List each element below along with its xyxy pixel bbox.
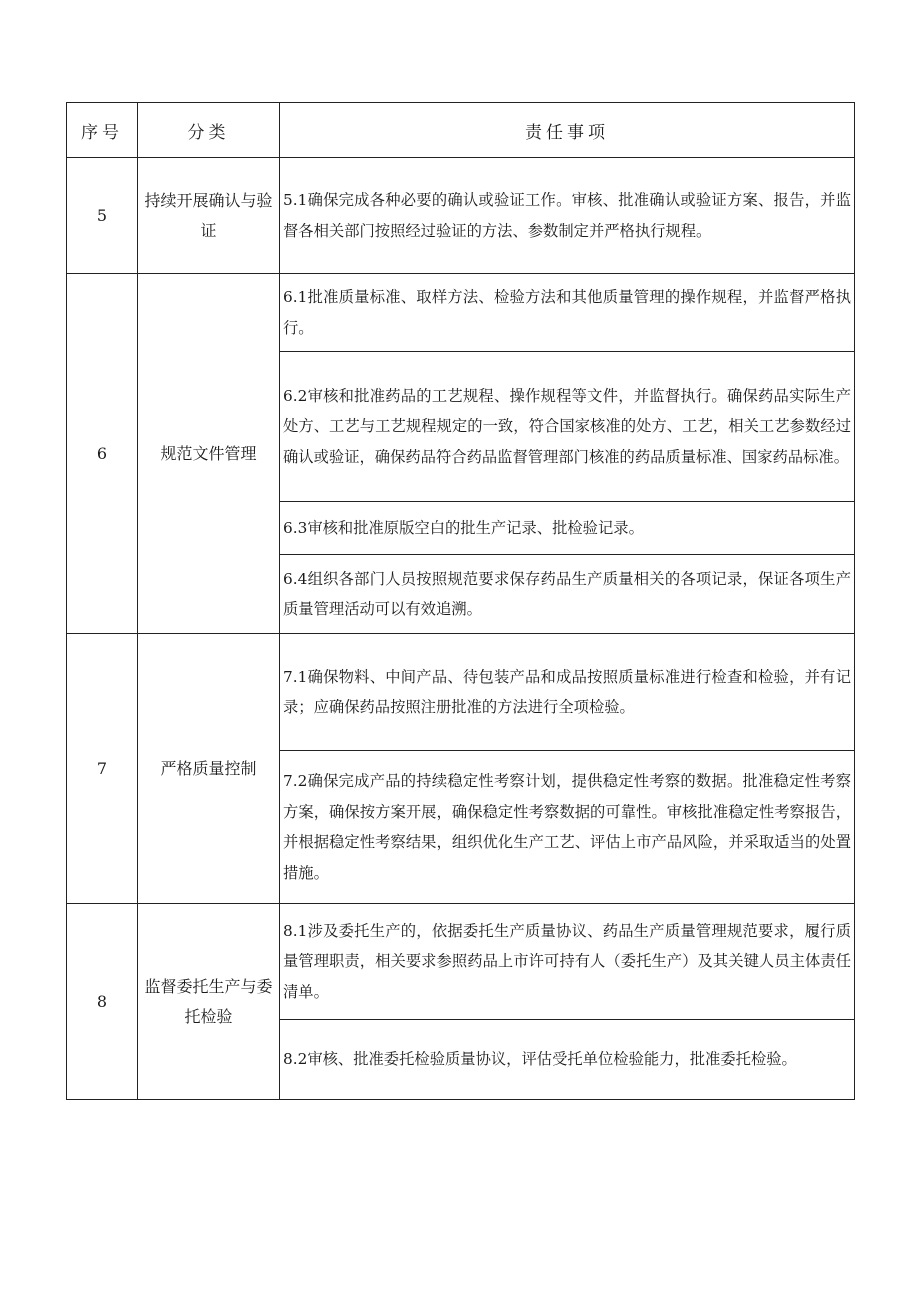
header-items: 责任事项 <box>280 103 855 158</box>
table-header-row <box>67 103 855 158</box>
row-category: 持续开展确认与验证 <box>138 158 280 274</box>
header-category: 分类 <box>138 103 280 158</box>
table-row <box>67 904 855 1020</box>
table-row <box>67 634 855 751</box>
responsibility-item: 8.1涉及委托生产的，依据委托生产质量协议、药品生产质量管理规范要求，履行质量管理职责，相关要求参照药品上市许可持有人（委托生产）及其关键人员主体责任清单。 <box>280 904 855 1020</box>
row-category: 严格质量控制 <box>138 634 280 904</box>
responsibility-item: 6.2审核和批准药品的工艺规程、操作规程等文件，并监督执行。确保药品实际生产处方、工艺与工艺规程规定的一致，符合国家核准的处方、工艺，相关工艺参数经过确认或验证，确保药品符合药品监督管理部门核准的药品质量标准、国家药品标准。 <box>280 352 855 502</box>
row-number: 8 <box>67 904 138 1100</box>
responsibility-item: 6.4组织各部门人员按照规范要求保存药品生产质量相关的各项记录，保证各项生产质量管理活动可以有效追溯。 <box>280 555 855 634</box>
responsibility-item: 6.3审核和批准原版空白的批生产记录、批检验记录。 <box>280 502 855 555</box>
row-category: 监督委托生产与委托检验 <box>138 904 280 1100</box>
row-number: 7 <box>67 634 138 904</box>
responsibility-item: 8.2审核、批准委托检验质量协议，评估受托单位检验能力，批准委托检验。 <box>280 1020 855 1100</box>
responsibility-item: 6.1批准质量标准、取样方法、检验方法和其他质量管理的操作规程，并监督严格执行。 <box>280 274 855 352</box>
table-row <box>67 158 855 274</box>
header-no: 序号 <box>67 103 138 158</box>
row-number: 6 <box>67 274 138 634</box>
responsibility-table <box>66 102 855 1100</box>
row-category: 规范文件管理 <box>138 274 280 634</box>
responsibility-item: 7.2确保完成产品的持续稳定性考察计划，提供稳定性考察的数据。批准稳定性考察方案，确保按方案开展，确保稳定性考察数据的可靠性。审核批准稳定性考察报告，并根据稳定性考察结果，组织优化生产工艺、评估上市产品风险，并采取适当的处置措施。 <box>280 751 855 904</box>
row-number: 5 <box>67 158 138 274</box>
table-row <box>67 274 855 352</box>
responsibility-item: 7.1确保物料、中间产品、待包装产品和成品按照质量标准进行检查和检验，并有记录；应确保药品按照注册批准的方法进行全项检验。 <box>280 634 855 751</box>
responsibility-item: 5.1确保完成各种必要的确认或验证工作。审核、批准确认或验证方案、报告，并监督各相关部门按照经过验证的方法、参数制定并严格执行规程。 <box>280 158 855 274</box>
